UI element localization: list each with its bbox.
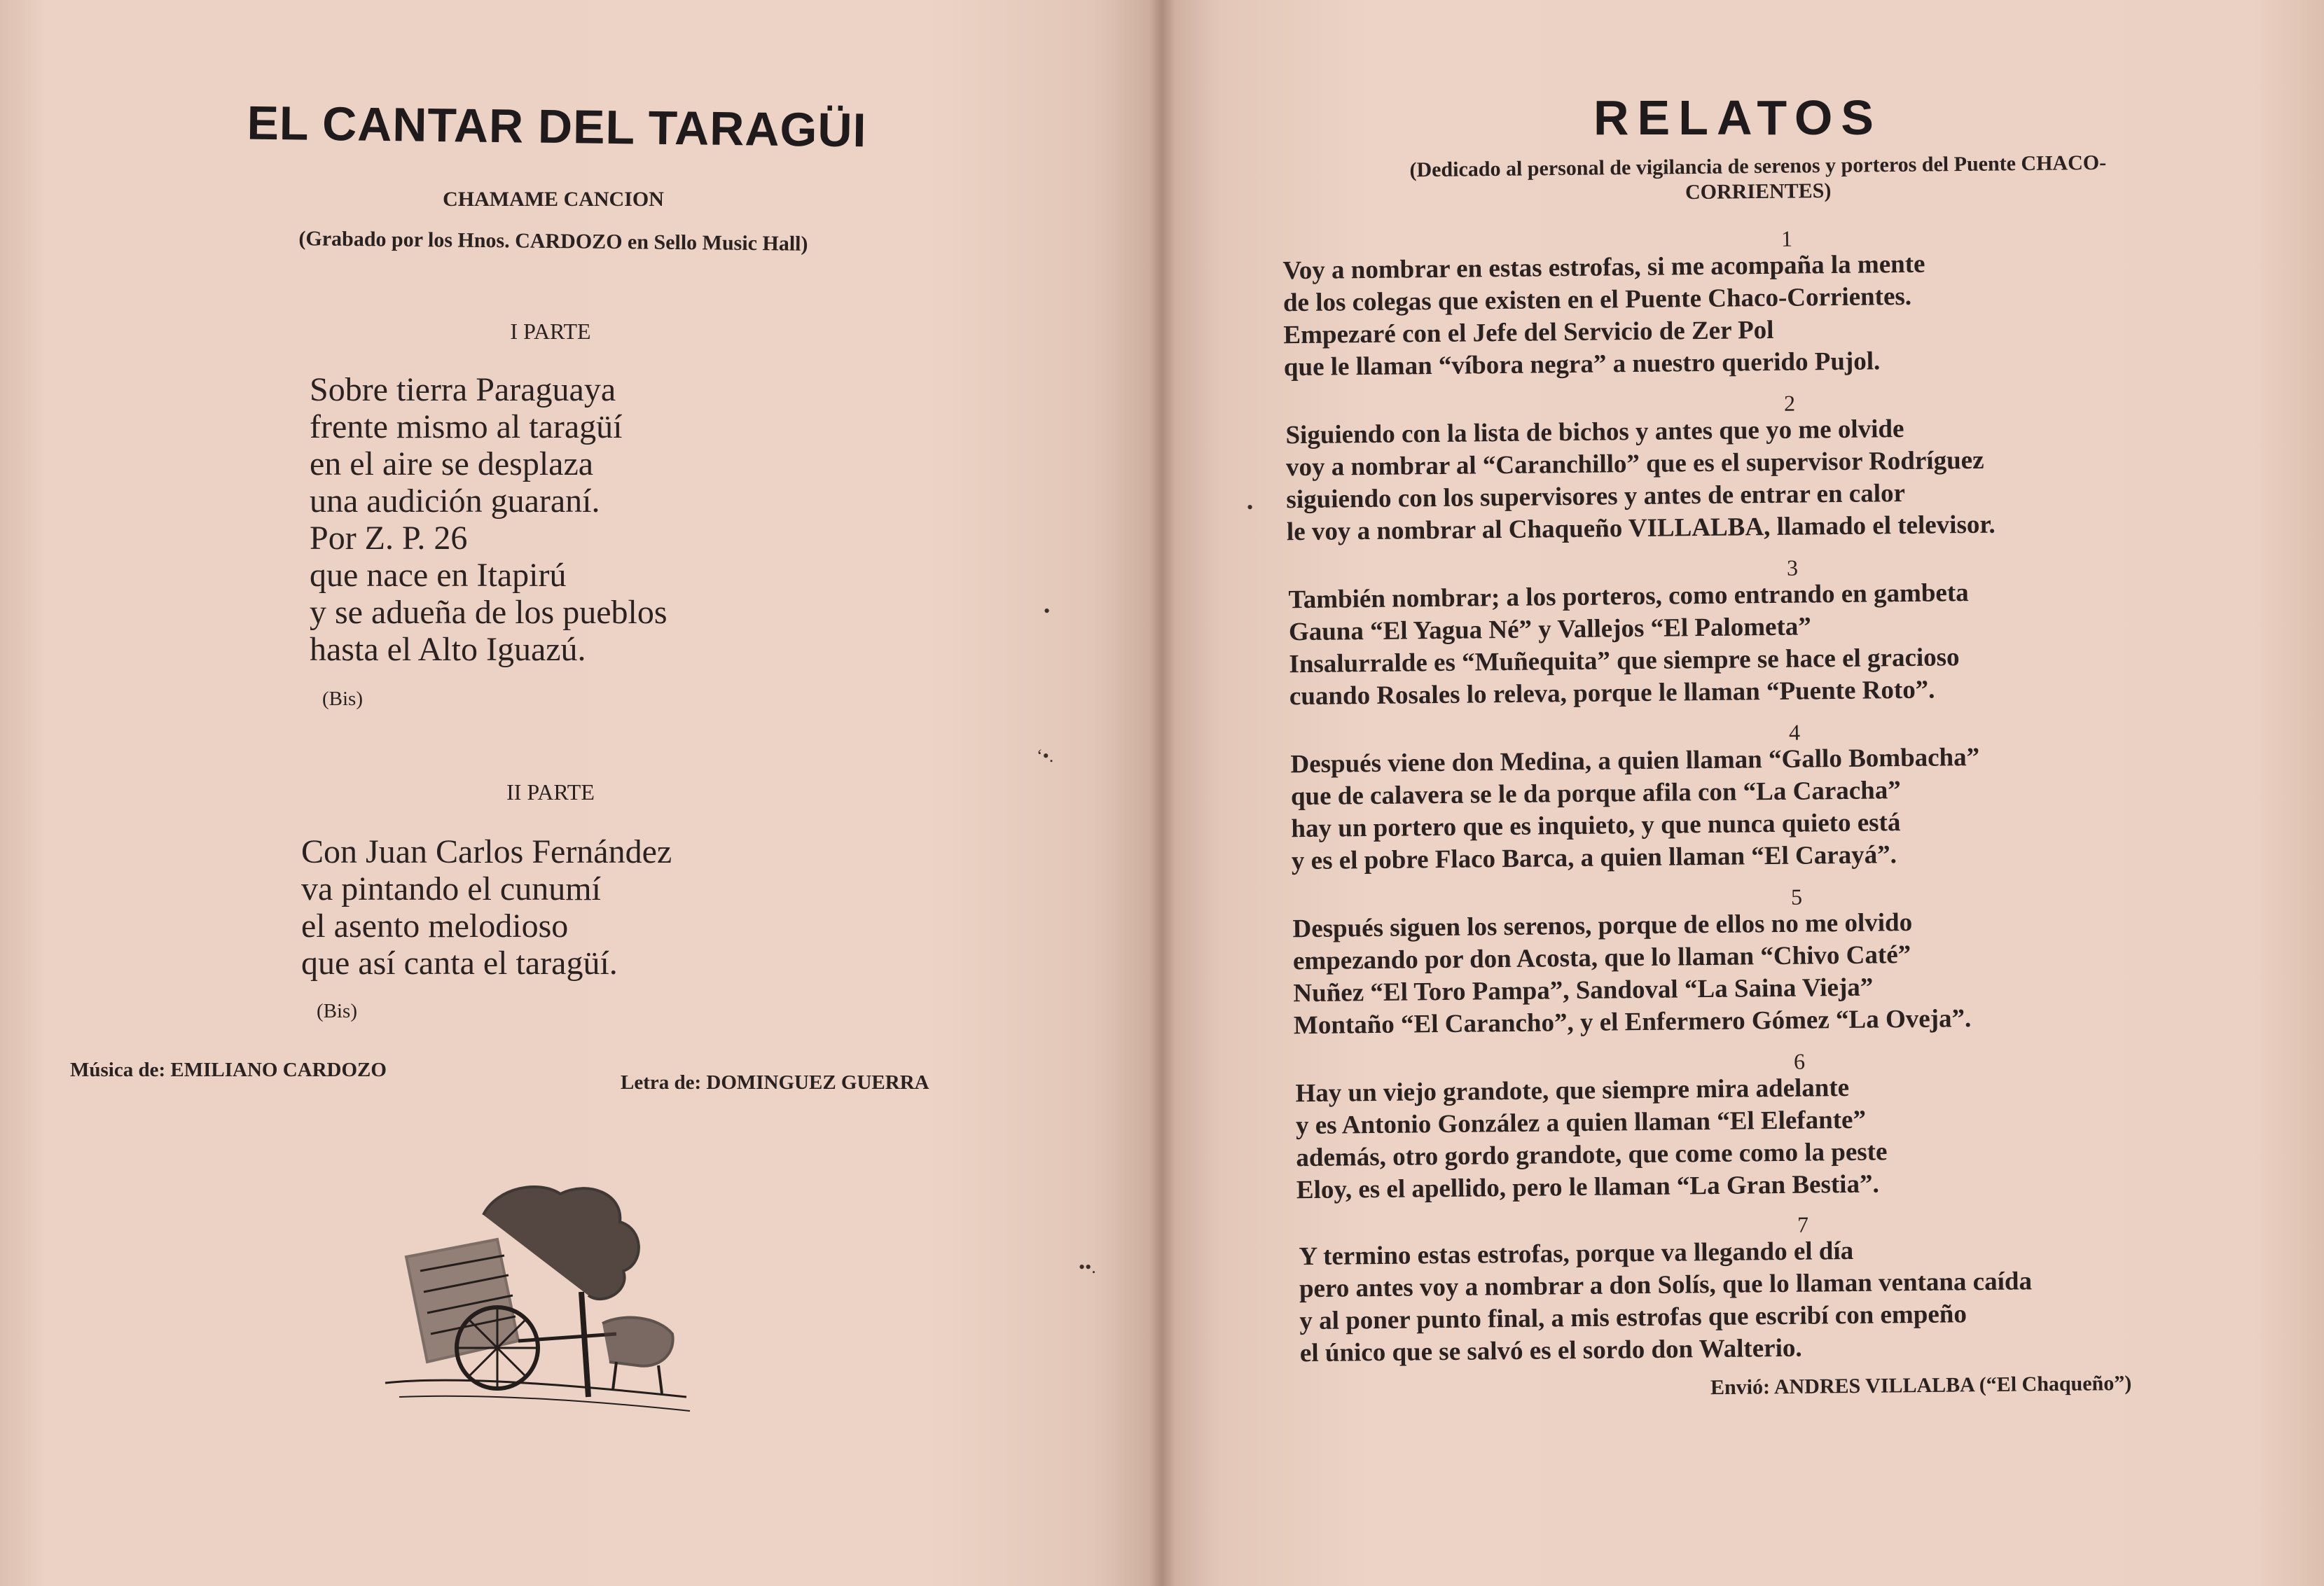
stanza-line: Siguiendo con la lista de bichos y antes que yo me olvide — [1285, 414, 1904, 450]
stanza-line: que le llaman “víbora negra” a nuestro querido Pujol. — [1283, 347, 1881, 382]
song-genre: CHAMAME CANCION — [443, 188, 664, 211]
verse-line: Con Juan Carlos Fernández — [301, 833, 672, 870]
stanza-line: pero antes voy a nombrar a don Solís, que lo llaman ventana caída — [1299, 1267, 2033, 1304]
ink-speck: • — [1247, 497, 1254, 517]
stanza-number: 7 — [1797, 1211, 1809, 1237]
dedication-note: (Dedicado al personal de vigilancia de serenos y porteros del Puente CHACO-CORRIENTES) — [1409, 151, 2107, 204]
ink-speck: ‘•. — [1037, 746, 1054, 766]
part-2-verse — [301, 833, 672, 982]
ox-cart-illustration — [378, 1173, 693, 1414]
book-gutter — [1149, 0, 1175, 1586]
bis-label: (Bis) — [322, 688, 363, 710]
part-1-heading: I PARTE — [510, 319, 591, 344]
stanza-line: empezando por don Acosta, que lo llaman “Chivo Caté” — [1292, 940, 1911, 976]
stanza-5 — [1292, 881, 2260, 1042]
part-2-heading: II PARTE — [506, 779, 595, 805]
verse-line: frente mismo al taragüí — [310, 408, 623, 445]
verse-line: Por Z. P. 26 — [310, 520, 468, 557]
stanza-line: y es Antonio González a quien llaman “El Elefante” — [1295, 1105, 1867, 1141]
recording-note: (Grabado por los Hnos. CARDOZO en Sello Music Hall) — [298, 227, 808, 256]
song-title: EL CANTAR DEL TARAGÜI — [247, 96, 867, 158]
stanza-line: además, otro gordo grandote, que come como la peste — [1296, 1137, 1888, 1173]
stanza-line: También nombrar; a los porteros, como entrando en gambeta — [1288, 578, 1969, 615]
stanza-line: Montaño “El Carancho”, y el Enfermero Gómez “La Oveja”. — [1293, 1004, 1972, 1041]
stanza-number: 6 — [1793, 1048, 1806, 1074]
stanza-1 — [1282, 223, 2250, 384]
bis-label: (Bis) — [317, 1000, 357, 1022]
stanza-line: siguiendo con los supervisores y antes de entrar en calor — [1286, 478, 1906, 515]
part-1-verse — [310, 371, 668, 668]
stanza-line: Después siguen los serenos, porque de ellos no me olvido — [1292, 907, 1913, 944]
stanza-line: el único que se salvó es el sordo don Walterio. — [1299, 1333, 1802, 1368]
stanza-line: Insalurralde es “Muñequita” que siempre se hace el gracioso — [1289, 643, 1960, 679]
stanza-line: Gauna “El Yagua Né” y Vallejos “El Palometa” — [1288, 612, 1812, 647]
stanza-3 — [1288, 552, 2256, 713]
verse-line: el asento melodioso — [301, 907, 569, 945]
lyrics-credit: Letra de: DOMINGUEZ GUERRA — [621, 1071, 929, 1094]
verse-line: que nace en Itapirú — [310, 557, 567, 594]
stanza-line: que de calavera se le da porque afila con “La Caracha” — [1290, 776, 1901, 812]
relatos-title: RELATOS — [1593, 90, 1882, 145]
stanza-line: Eloy, es el apellido, pero le llaman “La Gran Bestia”. — [1296, 1169, 1879, 1205]
stanza-line: Y termino estas estrofas, porque va llegando el día — [1299, 1236, 1854, 1272]
verse-line: en el aire se desplaza — [310, 445, 594, 482]
ink-speck: • — [1044, 601, 1051, 621]
verse-line: que así canta el taragüí. — [301, 945, 618, 982]
stanza-line: y al poner punto final, a mis estrofas que escribí con empeño — [1299, 1300, 1967, 1336]
verse-line: una audición guaraní. — [310, 482, 600, 520]
stanza-line: de los colegas que existen en el Puente Chaco-Corrientes. — [1282, 281, 1912, 318]
stanza-line: Hay un viejo grandote, que siempre mira adelante — [1295, 1073, 1850, 1108]
stanza-line: y es el pobre Flaco Barca, a quien llaman “El Carayá”. — [1291, 840, 1897, 876]
sender-credit: Envió: ANDRES VILLALBA (“El Chaqueño”) — [1710, 1371, 2132, 1400]
stanza-2 — [1285, 387, 2253, 548]
stanza-4 — [1290, 716, 2258, 877]
stanza-number: 1 — [1780, 225, 1793, 251]
verse-line: va pintando el cunumí — [301, 870, 601, 907]
verse-line: y se adueña de los pueblos — [310, 594, 668, 631]
stanza-line: voy a nombrar al “Caranchillo” que es el supervisor Rodríguez — [1285, 445, 1984, 482]
stanza-line: Empezaré con el Jefe del Servicio de Zer Pol — [1283, 315, 1774, 350]
stanza-line: Después viene don Medina, a quien llaman “Gallo Bombacha” — [1290, 742, 1980, 779]
stanza-line: Voy a nombrar en estas estrofas, si me acompaña la mente — [1282, 249, 1925, 286]
music-credit: Música de: EMILIANO CARDOZO — [70, 1059, 387, 1081]
stanza-7 — [1299, 1209, 2267, 1370]
stanza-line: Nuñez “El Toro Pampa”, Sandoval “La Saina Vieja” — [1293, 973, 1874, 1008]
stanza-number: 5 — [1790, 884, 1803, 910]
verse-line: hasta el Alto Iguazú. — [310, 631, 586, 668]
stanza-line: hay un portero que es inquieto, y que nunca quieto está — [1291, 808, 1901, 844]
stanza-6 — [1295, 1045, 2263, 1206]
stanza-number: 3 — [1786, 555, 1799, 580]
stanza-number: 2 — [1783, 390, 1796, 416]
verse-line: Sobre tierra Paraguaya — [310, 371, 616, 408]
stanza-number: 4 — [1788, 719, 1801, 745]
stanza-line: cuando Rosales lo releva, porque le llaman “Puente Roto”. — [1289, 675, 1935, 711]
stanza-line: le voy a nombrar al Chaqueño VILLALBA, llamado el televisor. — [1286, 510, 1996, 547]
ink-speck: ••. — [1079, 1257, 1096, 1277]
